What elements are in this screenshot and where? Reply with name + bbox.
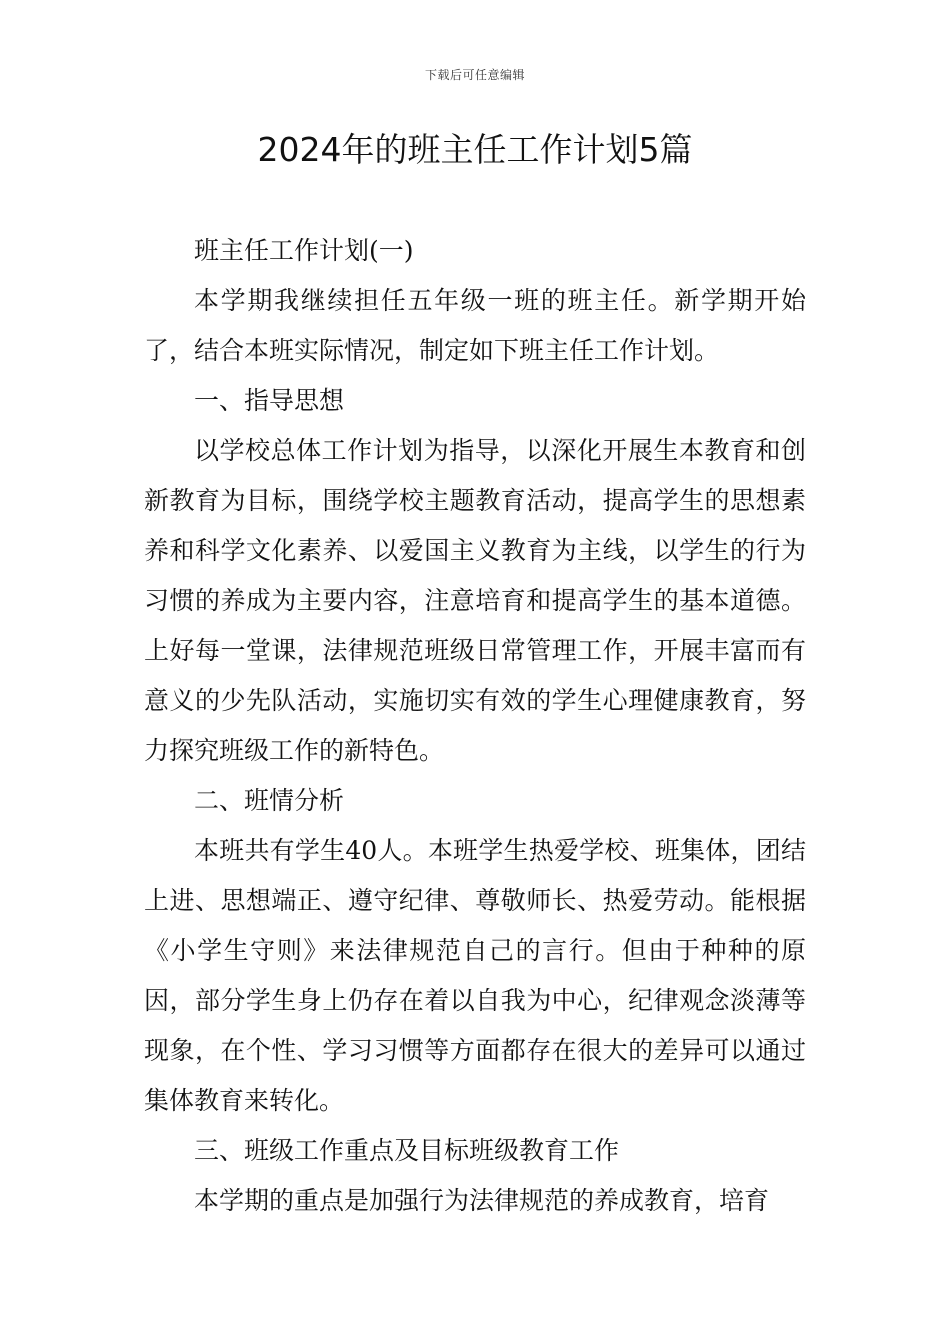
header-note: 下载后可任意编辑 [424, 68, 525, 82]
class-analysis-paragraph: 本班共有学生40人。本班学生热爱学校、班集体，团结上进、思想端正、遵守纪律、尊敬师长、热爱劳动。能根据《小学生守则》来法律规范自己的言行。但由于种种的原因，部分学生身上仍存在着以自我为中心，纪律观念淡薄等现象，在个性、学习习惯等方面都存在很大的差异可以通过集体教育来转化。 [144, 836, 806, 1115]
work-focus-paragraph: 本学期的重点是加强行为法律规范的养成教育，培育 [194, 1186, 770, 1215]
section-heading-guiding-ideology: 一、指导思想 [194, 386, 345, 415]
document-title: 2024年的班主任工作计划5篇 [257, 130, 693, 169]
section-heading-class-analysis: 二、班情分析 [194, 786, 345, 815]
section-heading-plan-one: 班主任工作计划(一) [194, 236, 414, 265]
document-body [144, 226, 806, 1226]
section-heading-work-focus: 三、班级工作重点及目标班级教育工作 [194, 1136, 620, 1165]
intro-paragraph: 本学期我继续担任五年级一班的班主任。新学期开始了，结合本班实际情况，制定如下班主任工作计划。 [144, 286, 806, 365]
guiding-ideology-paragraph: 以学校总体工作计划为指导，以深化开展生本教育和创新教育为目标，围绕学校主题教育活动，提高学生的思想素养和科学文化素养、以爱国主义教育为主线，以学生的行为习惯的养成为主要内容，注意培育和提高学生的基本道德。上好每一堂课，法律规范班级日常管理工作，开展丰富而有意义的少先队活动，实施切实有效的学生心理健康教育，努力探究班级工作的新特色。 [144, 436, 806, 765]
